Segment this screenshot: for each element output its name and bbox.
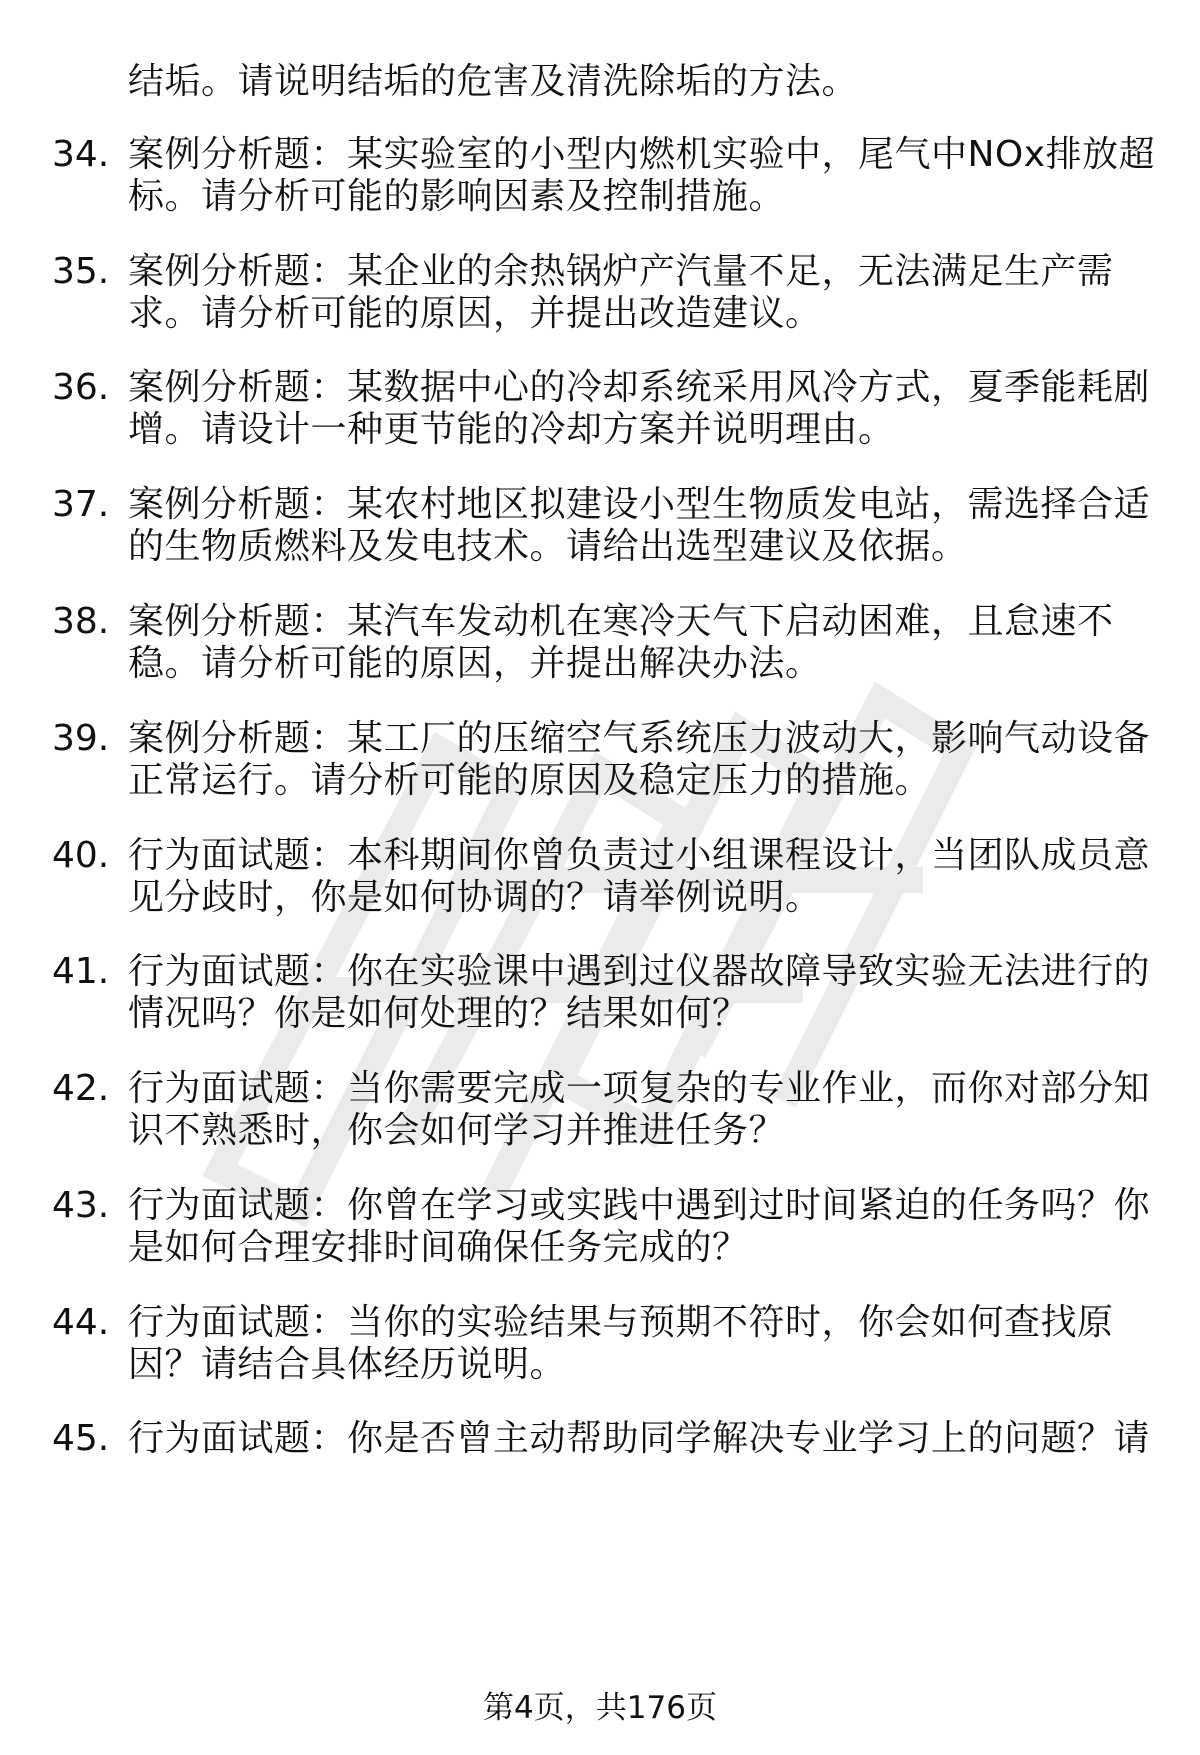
question-number: 40. [52,835,110,876]
question-line-2: 增。请设计一种更节能的冷却方案并说明理由。 [128,409,895,450]
question-number: 37. [52,484,110,525]
question-line-1: 案例分析题：某数据中心的冷却系统采用风冷方式，夏季能耗剧 [128,367,1151,408]
question-line-2: 标。请分析可能的影响因素及控制措施。 [128,176,786,217]
question-line-1: 案例分析题：某企业的余热锅炉产汽量不足，无法满足生产需 [128,251,1114,292]
question-number: 43. [52,1185,110,1226]
question-line-2: 见分歧时，你是如何协调的？请举例说明。 [128,877,822,918]
question-number: 45. [52,1418,110,1459]
question-line-1: 行为面试题：当你需要完成一项复杂的专业作业，而你对部分知 [128,1068,1151,1109]
question-line-2: 情况吗？你是如何处理的？结果如何？ [128,993,749,1034]
question-line-1: 案例分析题：某工厂的压缩空气系统压力波动大，影响气动设备 [128,718,1151,759]
question-number: 34. [52,134,110,175]
question-number: 38. [52,601,110,642]
page-footer: 第4页，共176页 [483,1690,717,1726]
question-number: 44. [52,1302,110,1343]
question-number: 41. [52,951,110,992]
question-line-1: 行为面试题：当你的实验结果与预期不符时，你会如何查找原 [128,1302,1114,1343]
question-number: 35. [52,251,110,292]
question-line-1: 行为面试题：本科期间你曾负责过小组课程设计，当团队成员意 [128,835,1151,876]
question-line-2: 稳。请分析可能的原因，并提出解决办法。 [128,643,822,684]
question-number: 42. [52,1068,110,1109]
question-line-1: 案例分析题：某汽车发动机在寒冷天气下启动困难，且怠速不 [128,601,1114,642]
question-line-2: 求。请分析可能的原因，并提出改造建议。 [128,293,822,334]
question-line-2: 识不熟悉时，你会如何学习并推进任务？ [128,1110,786,1151]
question-line-2: 因？请结合具体经历说明。 [128,1344,567,1385]
question-line-1: 行为面试题：你是否曾主动帮助同学解决专业学习上的问题？请 [128,1418,1151,1459]
question-number: 39. [52,718,110,759]
question-line-1: 案例分析题：某实验室的小型内燃机实验中，尾气中NOx排放超 [128,134,1156,175]
question-line-1: 行为面试题：你在实验课中遇到过仪器故障导致实验无法进行的 [128,951,1151,992]
question-line-1: 行为面试题：你曾在学习或实践中遇到过时间紧迫的任务吗？你 [128,1185,1151,1226]
question-line-2: 正常运行。请分析可能的原因及稳定压力的措施。 [128,760,932,801]
continuation-text: 结垢。请说明结垢的危害及清洗除垢的方法。 [128,61,859,102]
question-number: 36. [52,367,110,408]
question-line-2: 的生物质燃料及发电技术。请给出选型建议及依据。 [128,526,968,567]
question-line-2: 是如何合理安排时间确保任务完成的？ [128,1227,749,1268]
question-line-1: 案例分析题：某农村地区拟建设小型生物质发电站，需选择合适 [128,484,1151,525]
